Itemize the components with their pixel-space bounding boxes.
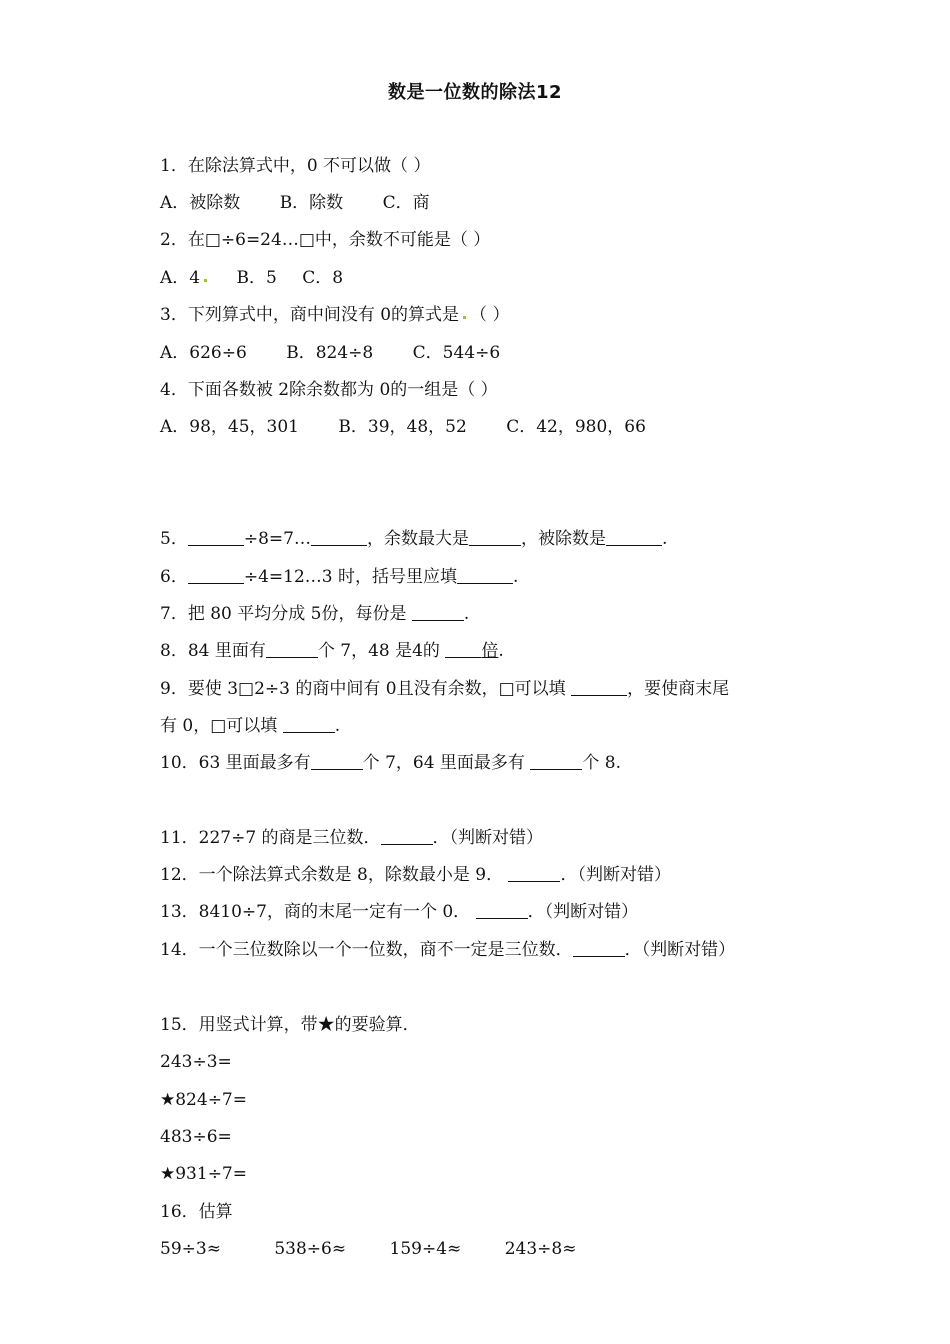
- estimate-item: 159÷4≈: [389, 1239, 462, 1259]
- option-a: A．98，45，301: [160, 417, 299, 437]
- question-11: 11．227÷7 的商是三位数． ．（判断对错）: [160, 828, 544, 848]
- answer-blank[interactable]: [188, 565, 244, 584]
- calc-item: ★931÷7=: [160, 1164, 247, 1184]
- estimate-item: 243÷8≈: [504, 1239, 577, 1259]
- answer-blank[interactable]: [188, 527, 244, 546]
- question-1: 1．在除法算式中，0 不可以做（ ）: [160, 156, 431, 176]
- estimate-item: 59÷3≈: [160, 1239, 221, 1259]
- calc-item: ★824÷7=: [160, 1090, 247, 1110]
- option-a: A．626÷6: [160, 343, 247, 363]
- question-3-options: [160, 341, 500, 365]
- question-13: 13．8410÷7，商的末尾一定有一个 0． ．（判断对错）: [160, 902, 639, 922]
- option-b: B．除数: [279, 193, 344, 213]
- question-9: 9．要使 3□2÷3 的商中间有 0且没有余数，□可以填 ，要使商末尾: [160, 679, 730, 699]
- answer-blank[interactable]: [311, 527, 367, 546]
- answer-blank[interactable]: [283, 714, 335, 733]
- page-title: 数是一位数的除法12: [387, 82, 563, 103]
- question-7: 7．把 80 平均分成 5份，每份是 .: [160, 604, 470, 624]
- answer-blank[interactable]: [571, 677, 627, 696]
- question-12: 12．一个除法算式余数是 8，除数最小是 9． ．（判断对错）: [160, 865, 671, 885]
- estimate-row: [160, 1237, 576, 1261]
- question-15: 15．用竖式计算，带★的要验算．: [160, 1015, 420, 1035]
- question-1-options: [160, 191, 430, 215]
- estimate-item: 538÷6≈: [274, 1239, 347, 1259]
- stray-dot: [204, 279, 207, 282]
- question-10: 10．63 里面最多有 个 7，64 里面最多有 个 8.: [160, 753, 621, 773]
- question-3: [160, 303, 509, 327]
- option-b: B．824÷8: [286, 343, 374, 363]
- calc-item: 483÷6=: [160, 1127, 232, 1147]
- answer-blank[interactable]: [469, 527, 521, 546]
- answer-blank[interactable]: [508, 863, 560, 882]
- question-2-options: [160, 266, 343, 290]
- answer-blank[interactable]: [530, 751, 582, 770]
- answer-blank[interactable]: [457, 565, 513, 584]
- option-b: B．39，48，52: [338, 417, 467, 437]
- option-c: C．544÷6: [412, 343, 501, 363]
- option-c: C．商: [382, 193, 430, 213]
- question-6: 6． ÷4=12…3 时，括号里应填 .: [160, 567, 519, 587]
- answer-blank[interactable]: [573, 938, 625, 957]
- question-4: 4．下面各数被 2除余数都为 0的一组是（ ）: [160, 380, 498, 400]
- question-3-bracket: （ ）: [470, 305, 510, 325]
- answer-blank[interactable]: [266, 639, 318, 658]
- option-c: C．8: [302, 268, 344, 288]
- answer-blank[interactable]: [476, 900, 528, 919]
- answer-blank[interactable]: [412, 602, 464, 621]
- answer-blank[interactable]: [311, 751, 363, 770]
- answer-blank[interactable]: [381, 826, 433, 845]
- option-a: A．被除数: [160, 193, 241, 213]
- question-16: 16．估算: [160, 1202, 233, 1222]
- option-c: C．42，980，66: [506, 417, 646, 437]
- stray-dot: [463, 316, 466, 319]
- question-2: 2．在□÷6=24…□中，余数不可能是（ ）: [160, 230, 491, 250]
- question-8: 8．84 里面有 个 7，48 是4的 倍.: [160, 641, 504, 661]
- option-a: A．4: [160, 268, 201, 288]
- question-5: 5． ÷8=7… ，余数最大是 ，被除数是 .: [160, 529, 668, 549]
- question-4-options: [160, 415, 646, 439]
- calc-item: 243÷3=: [160, 1052, 232, 1072]
- option-b: B．5: [236, 268, 277, 288]
- question-3-text: 3．下列算式中，商中间没有 0的算式是: [160, 305, 460, 325]
- answer-blank[interactable]: [445, 639, 481, 658]
- question-9-cont: 有 0，□可以填 .: [160, 716, 341, 736]
- question-14: 14．一个三位数除以一个一位数，商不一定是三位数． ．（判断对错）: [160, 940, 736, 960]
- answer-blank[interactable]: [606, 527, 662, 546]
